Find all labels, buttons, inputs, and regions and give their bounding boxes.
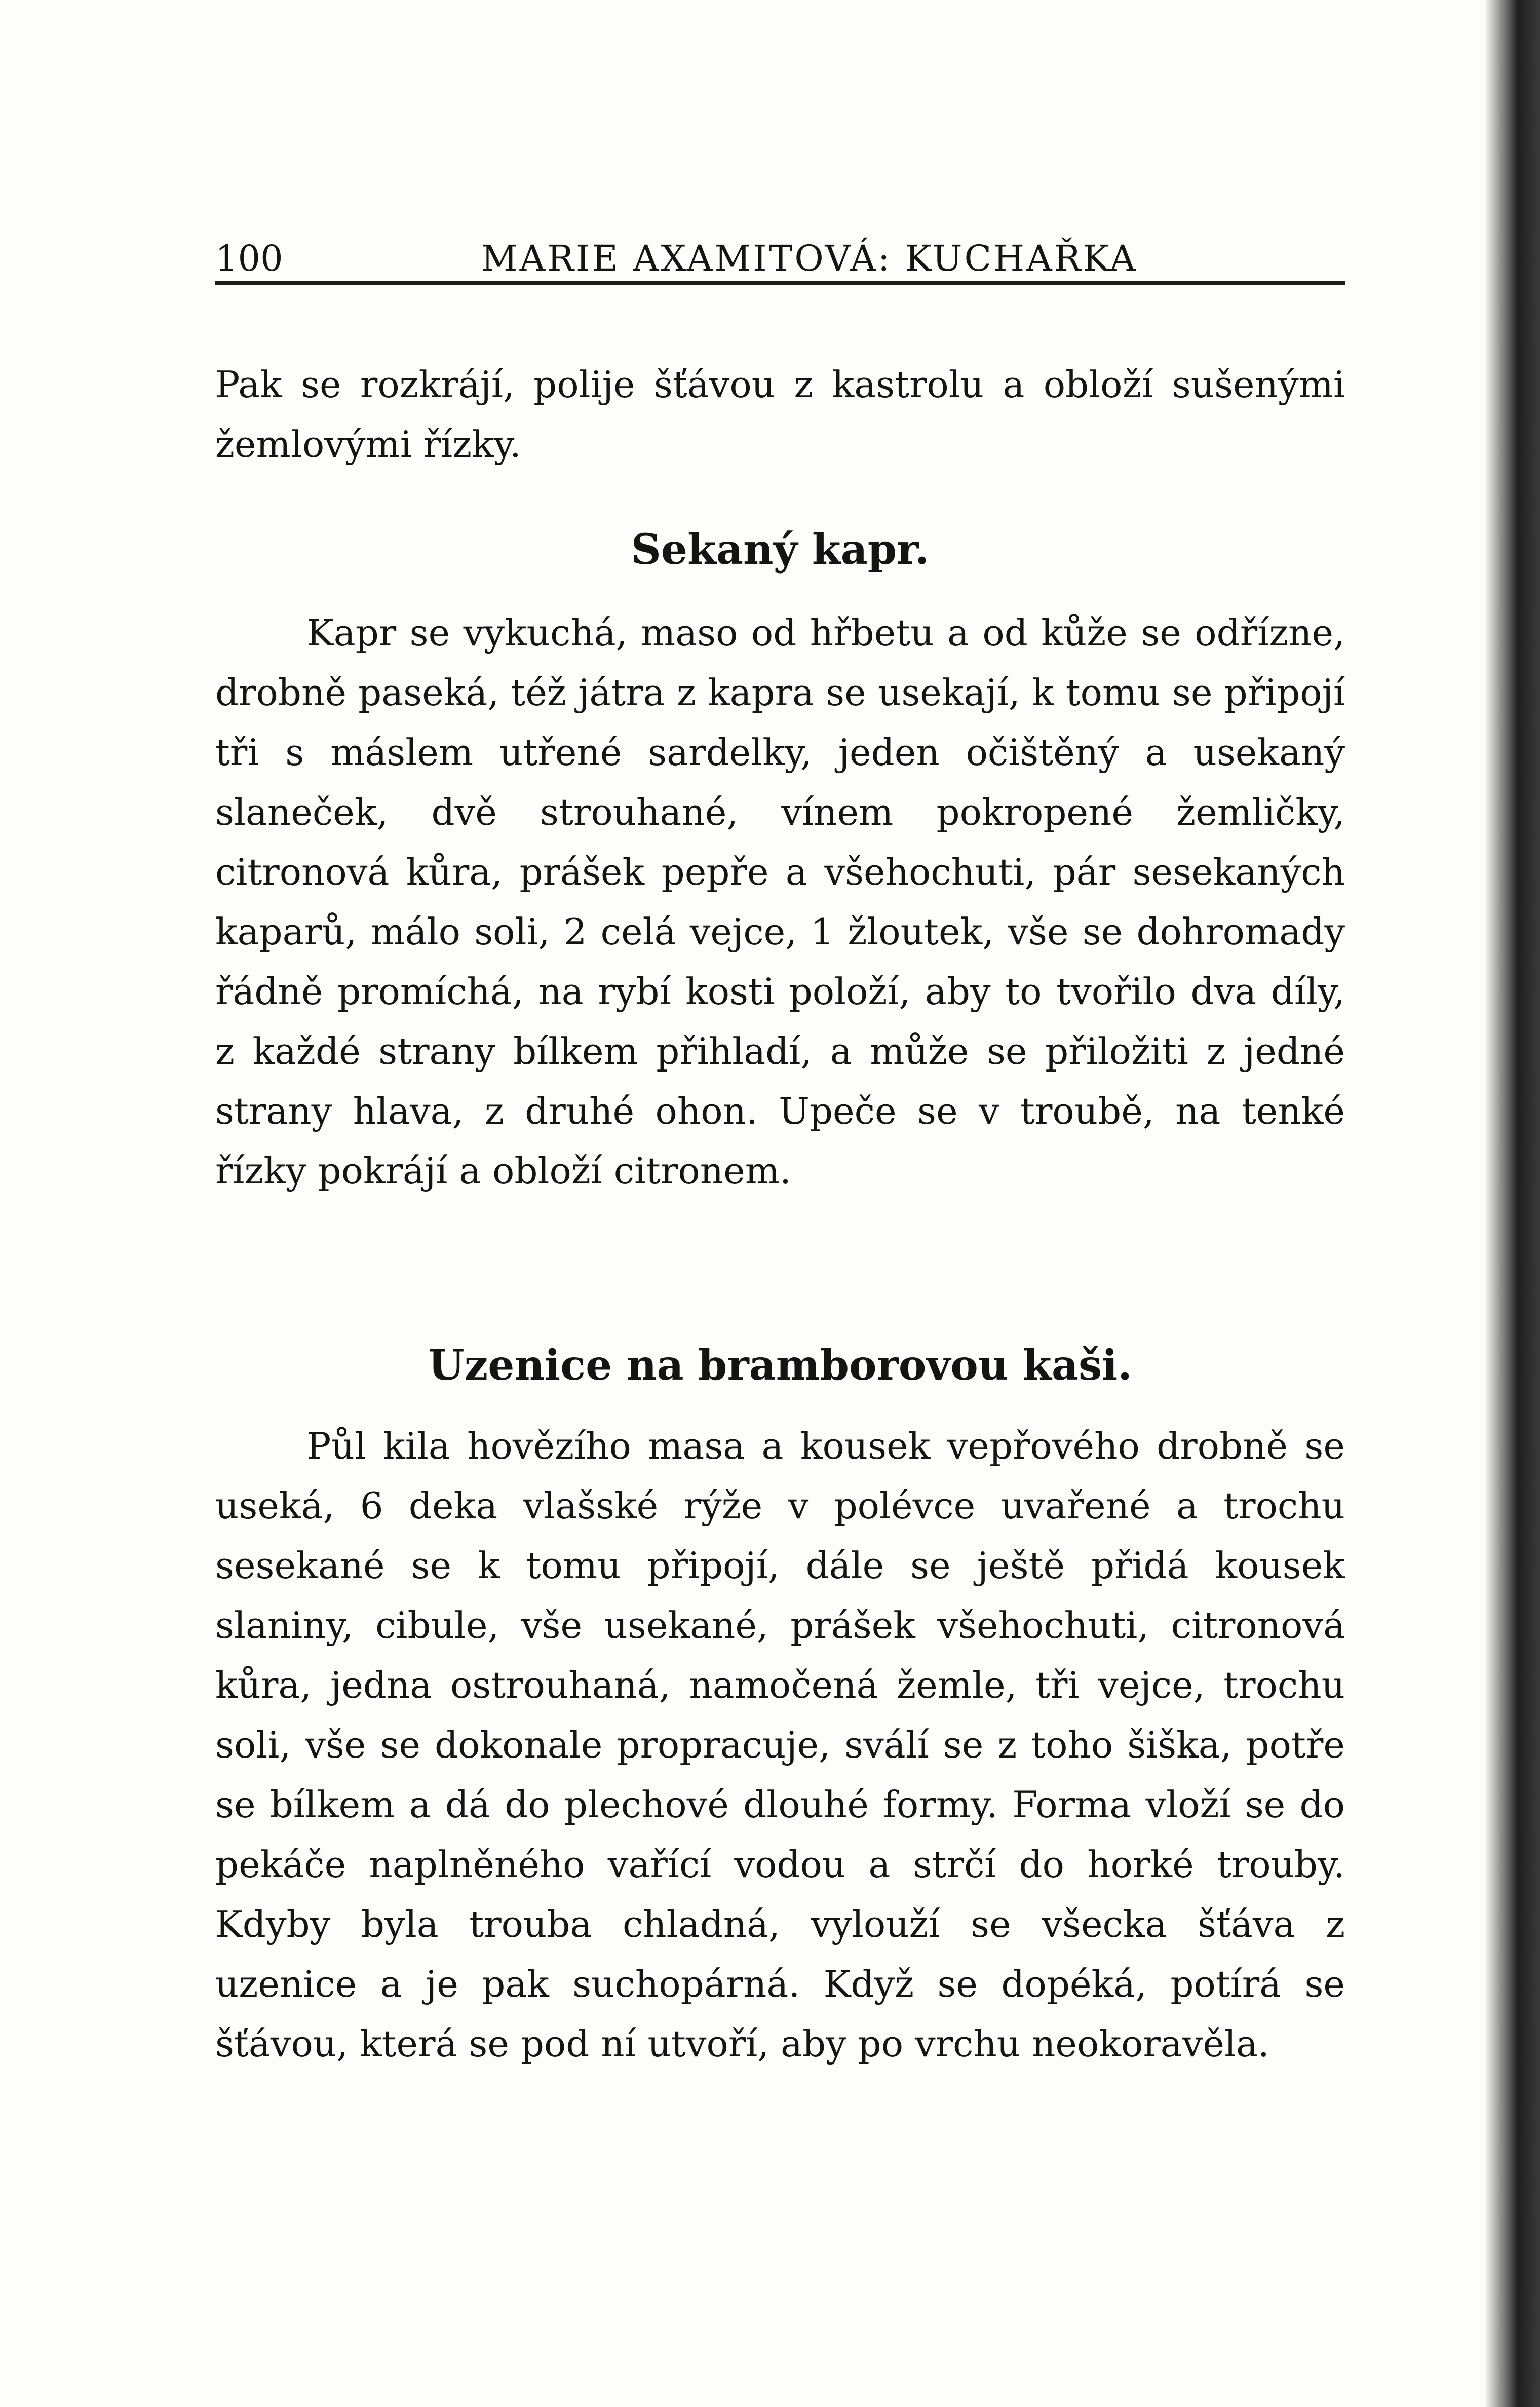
recipe-1-body [215, 603, 1345, 1201]
recipe-1-title: Sekaný kapr. [631, 525, 930, 574]
running-title: MARIE AXAMITOVÁ: KUCHAŘKA [481, 238, 1138, 279]
page-number: 100 [215, 238, 283, 279]
recipe-2-text: Půl kila hovězího masa a kousek vepřového drobně se useká, 6 deka vlašské rýže v polévce uvařené a trochu sesekané se k tomu připojí, dále se ještě přidá kousek slaniny, cibule, vše usekané, prášek všehochuti, citronová kůra, jedna ostrouhaná, namočená žemle, tři vejce, trochu soli, vše se dokonale propracuje, sválí se z toho šiška, potře se bílkem a dá do plechové dlouhé formy. Forma vloží se do pekáče naplněného vařící vodou a strčí do horké trouby. Kdyby byla trouba chladná, vylouží se všecka šťáva z uzenice a je pak suchopárná. Když se dopéká, potírá se šťávou, která se pod ní utvoří, aby po vrchu neokoravěla. [215, 1425, 1345, 2065]
page-edge-shadow [1484, 0, 1540, 2407]
recipe-2-body [215, 1416, 1345, 2074]
recipe-2-title: Uzenice na bramborovou kaši. [428, 1341, 1132, 1390]
intro-text: Pak se rozkrájí, polije šťávou z kastrolu a obloží sušenými žemlovými řízky. [215, 363, 1345, 466]
recipe-1-text: Kapr se vykuchá, maso od hřbetu a od kůže se odřízne, drobně paseká, též játra z kapra se usekají, k tomu se připojí tři s máslem utřené sardelky, jeden očištěný a usekaný slaneček, dvě strouhané, vínem pokropené žemličky, citronová kůra, prášek pepře a všehochuti, pár sesekaných kaparů, málo soli, 2 celá vejce, 1 žloutek, vše se dohromady řádně promíchá, na rybí kosti položí, aby to tvořilo dva díly, z každé strany bílkem přihladí, a může se přiložiti z jedné strany hlava, z druhé ohon. Upeče se v troubě, na tenké řízky pokrájí a obloží citronem. [215, 612, 1345, 1192]
intro-paragraph [215, 355, 1345, 474]
running-head [215, 225, 1345, 285]
